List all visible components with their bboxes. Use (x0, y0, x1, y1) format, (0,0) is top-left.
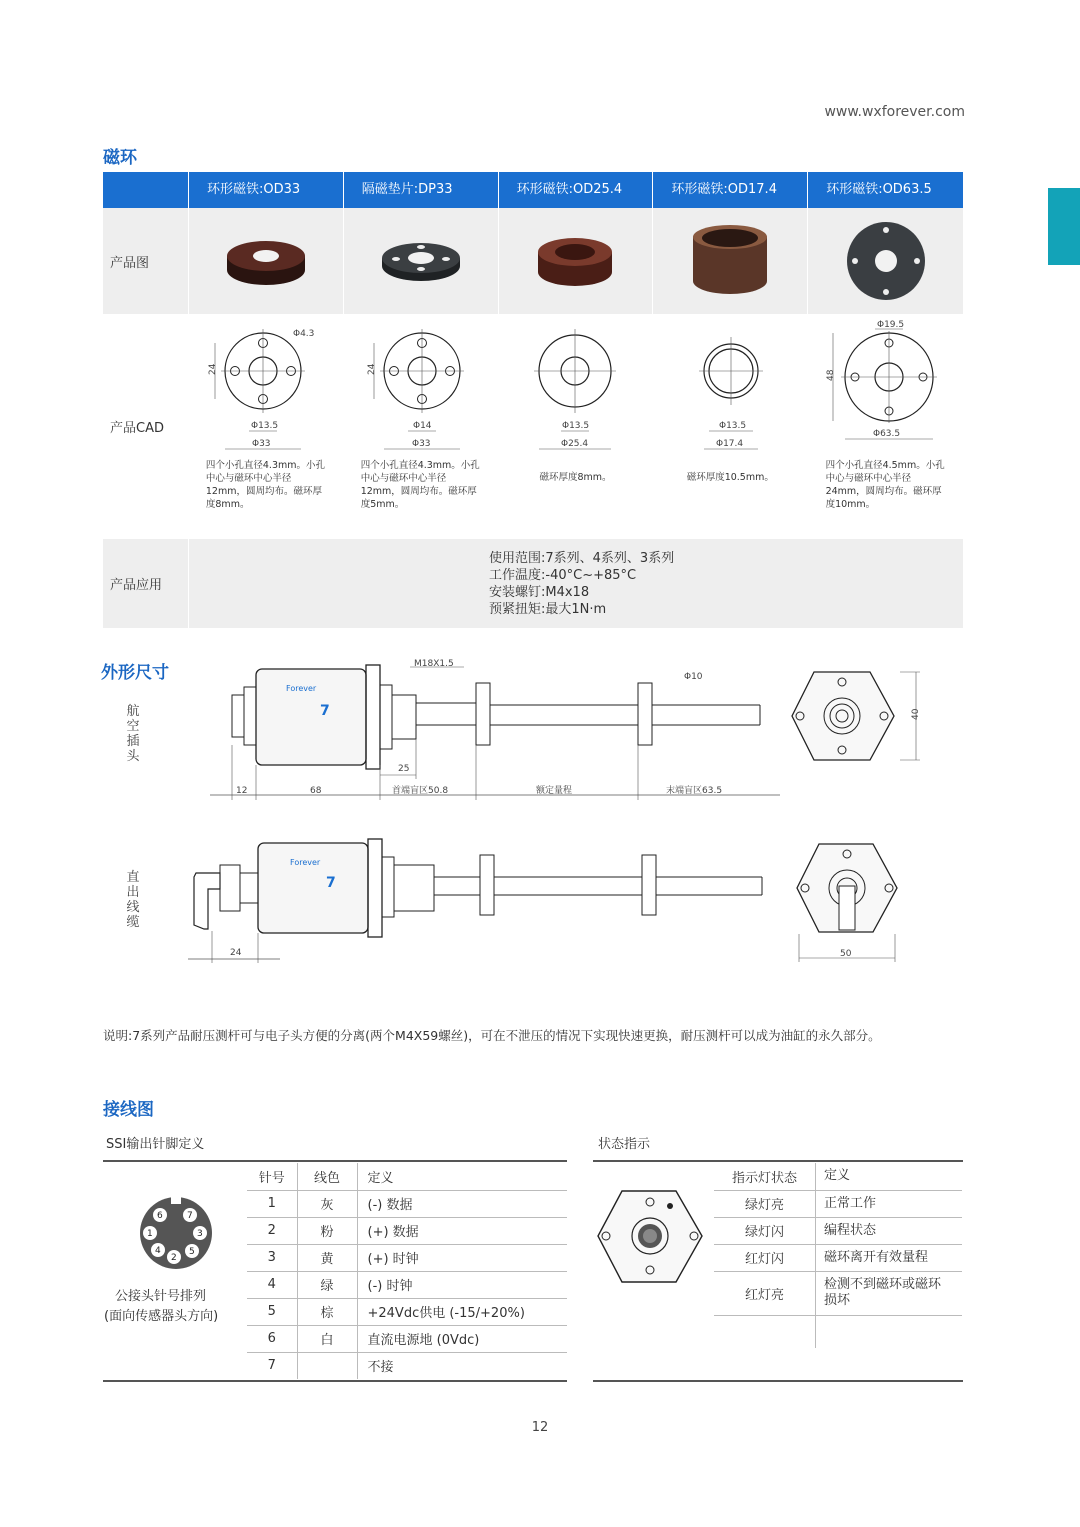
table-row: 绿灯亮 正常工作 (714, 1190, 962, 1217)
d12-dim: 12 (236, 786, 248, 796)
table-row: 1 灰 (-) 数据 (247, 1190, 567, 1217)
website-url[interactable]: www.wxforever.com (824, 104, 965, 120)
side-tab-marker (1048, 188, 1080, 265)
app-line-range: 使用范围:7系列、4系列、3系列 (489, 550, 675, 566)
product-image-row (103, 208, 963, 315)
status-table-header (714, 1163, 962, 1190)
cad-od635-top-dim: Φ19.5 (876, 320, 904, 330)
table-row: 红灯亮 检测不到磁环或磁环损坏 (714, 1271, 962, 1315)
cad-od33-hole-dim: Φ4.3 (292, 329, 315, 339)
pin-definition-table (247, 1163, 567, 1379)
cad-dp33 (344, 315, 499, 538)
table-row: 绿灯闪 编程状态 (714, 1217, 962, 1244)
thread-dim: M18X1.5 (414, 659, 454, 669)
pin-header-color: 线色 (297, 1163, 357, 1190)
cad-od174 (653, 315, 808, 538)
cad-od635 (808, 315, 963, 538)
connector-caption-2: (面向传感器头方向) (104, 1309, 219, 1324)
cad-note-od174: 磁环厚度10.5mm。 (686, 472, 774, 483)
sensor-head-icon (596, 1188, 706, 1288)
pin-label: 1 (147, 1229, 153, 1239)
status-bottom-rule (593, 1380, 963, 1382)
cad-od33 (189, 315, 344, 538)
magnet-col-5: 环形磁铁:OD63.5 (826, 182, 932, 197)
row-label-app: 产品应用 (103, 539, 189, 628)
product-image-dp33 (344, 208, 499, 314)
dimensions-note: 说明:7系列产品耐压测杆可与电子头方便的分离(两个M4X59螺丝)，可在不泄压的情况下实现快速更换，耐压测杆可以成为油缸的永久部分。 (103, 1028, 881, 1043)
cable-brand-text: Forever (290, 858, 321, 867)
app-line-torque: 预紧扭矩:最大1N·m (489, 601, 607, 617)
d25-dim: 25 (398, 764, 410, 774)
h40-dim: 40 (911, 708, 921, 720)
pin-label: 2 (171, 1253, 177, 1263)
product-image-od174 (653, 208, 808, 314)
ssi-subtitle: SSI输出针脚定义 (106, 1137, 205, 1152)
pin-table-header (247, 1163, 567, 1190)
app-line-screw: 安装螺钉:M4x18 (489, 584, 590, 600)
magnet-table (103, 172, 963, 629)
cad-od254-outer-dim: Φ25.4 (561, 439, 589, 449)
rod-dim: Φ10 (684, 672, 703, 682)
aviation-end-view (790, 668, 930, 768)
front-dead-dim: 首端盲区50.8 (392, 786, 449, 796)
end-dead-dim: 末端盲区63.5 (666, 786, 723, 796)
table-row: 7 不接 (247, 1352, 567, 1379)
cad-note-od33: 四个小孔直径4.3mm。小孔中心与磁环中心半径12mm，圆周均布。磁环厚度8mm。 (205, 460, 326, 510)
cad-dp33-inner-dim: Φ14 (412, 421, 432, 431)
table-row (714, 1315, 962, 1348)
cad-dp33-h-dim: 24 (366, 363, 377, 375)
page-number: 12 (531, 1420, 549, 1435)
table-row: 6 白 直流电源地 (0Vdc) (247, 1325, 567, 1352)
ssi-bottom-rule (103, 1380, 567, 1382)
product-app-row (103, 539, 963, 629)
cad-od635-outer-dim: Φ63.5 (872, 429, 900, 439)
product-image-od33 (189, 208, 344, 314)
pin-label: 6 (157, 1211, 163, 1221)
cad-note-dp33: 四个小孔直径4.3mm。小孔中心与磁环中心半径12mm，圆周均布。磁环厚度5mm。 (360, 460, 480, 510)
status-top-rule (593, 1160, 963, 1162)
cad-od635-h-dim: 48 (825, 369, 836, 381)
direct-cable-label: 直出线缆 (126, 870, 140, 930)
d68-dim: 68 (310, 786, 322, 796)
aviation-plug-drawing (200, 655, 800, 805)
row-label-image: 产品图 (103, 208, 189, 314)
app-text-block (189, 539, 963, 628)
cad-od174-outer-dim: Φ17.4 (716, 439, 744, 449)
magnet-section-title: 磁环 (103, 148, 137, 168)
magnet-col-1: 环形磁铁:OD33 (189, 172, 344, 208)
magnet-table-header (103, 172, 963, 208)
cad-note-od635: 四个小孔直径4.5mm。小孔中心与磁环中心半径24mm，圆周均布。磁环厚度10mm。 (825, 460, 945, 510)
cad-dp33-outer-dim: Φ33 (411, 439, 431, 449)
app-line-temp: 工作温度:-40°C~+85°C (489, 567, 637, 583)
cad-od33-h-dim: 24 (207, 363, 218, 375)
ssi-top-rule (103, 1160, 567, 1162)
status-subtitle: 状态指示 (598, 1137, 651, 1152)
table-row: 4 绿 (-) 时钟 (247, 1271, 567, 1298)
table-row: 2 粉 (+) 数据 (247, 1217, 567, 1244)
cad-od254-inner-dim: Φ13.5 (562, 421, 590, 431)
row-label-cad: 产品CAD (103, 315, 189, 538)
product-cad-row (103, 315, 963, 539)
cad-od33-outer-dim: Φ33 (251, 439, 271, 449)
cable-series-text: 7 (326, 875, 336, 891)
aviation-brand-text: Forever (286, 684, 317, 693)
cad-od174-inner-dim: Φ13.5 (719, 421, 747, 431)
cad-od33-inner-dim: Φ13.5 (250, 421, 279, 431)
status-header-def: 定义 (816, 1163, 963, 1190)
magnet-col-3: 环形磁铁:OD25.4 (499, 172, 654, 208)
pin-label: 3 (197, 1229, 203, 1239)
magnet-col-2: 隔磁垫片:DP33 (344, 172, 499, 208)
wiring-section-title: 接线图 (103, 1100, 154, 1120)
pin-label: 4 (155, 1246, 161, 1256)
pin-header-no: 针号 (247, 1163, 297, 1190)
dimensions-section-title: 外形尺寸 (101, 663, 169, 683)
product-image-od635 (808, 208, 963, 314)
pin-label: 5 (189, 1247, 195, 1257)
table-row: 3 黄 (+) 时钟 (247, 1244, 567, 1271)
pin-header-def: 定义 (357, 1163, 567, 1190)
table-row: 5 棕 +24Vdc供电 (-15/+20%) (247, 1298, 567, 1325)
status-indicator-table (714, 1163, 962, 1348)
direct-cable-drawing (180, 835, 780, 965)
cad-od254 (499, 315, 654, 538)
range-dim: 额定量程 (536, 786, 573, 796)
connector-caption-1: 公接头针号排列 (115, 1289, 207, 1304)
aviation-series-text: 7 (320, 703, 330, 719)
aviation-plug-label: 航空插头 (126, 704, 140, 764)
table-row: 红灯闪 磁环离开有效量程 (714, 1244, 962, 1271)
status-header-state: 指示灯状态 (714, 1163, 816, 1190)
cad-note-od254: 磁环厚度8mm。 (539, 472, 612, 483)
cable-end-view (795, 840, 905, 965)
pin-label: 7 (187, 1211, 193, 1221)
magnet-col-4: 环形磁铁:OD17.4 (653, 172, 808, 208)
product-image-od254 (499, 208, 654, 314)
d24-dim: 24 (230, 948, 242, 958)
male-connector-icon (138, 1195, 214, 1271)
d50-dim: 50 (840, 949, 852, 959)
